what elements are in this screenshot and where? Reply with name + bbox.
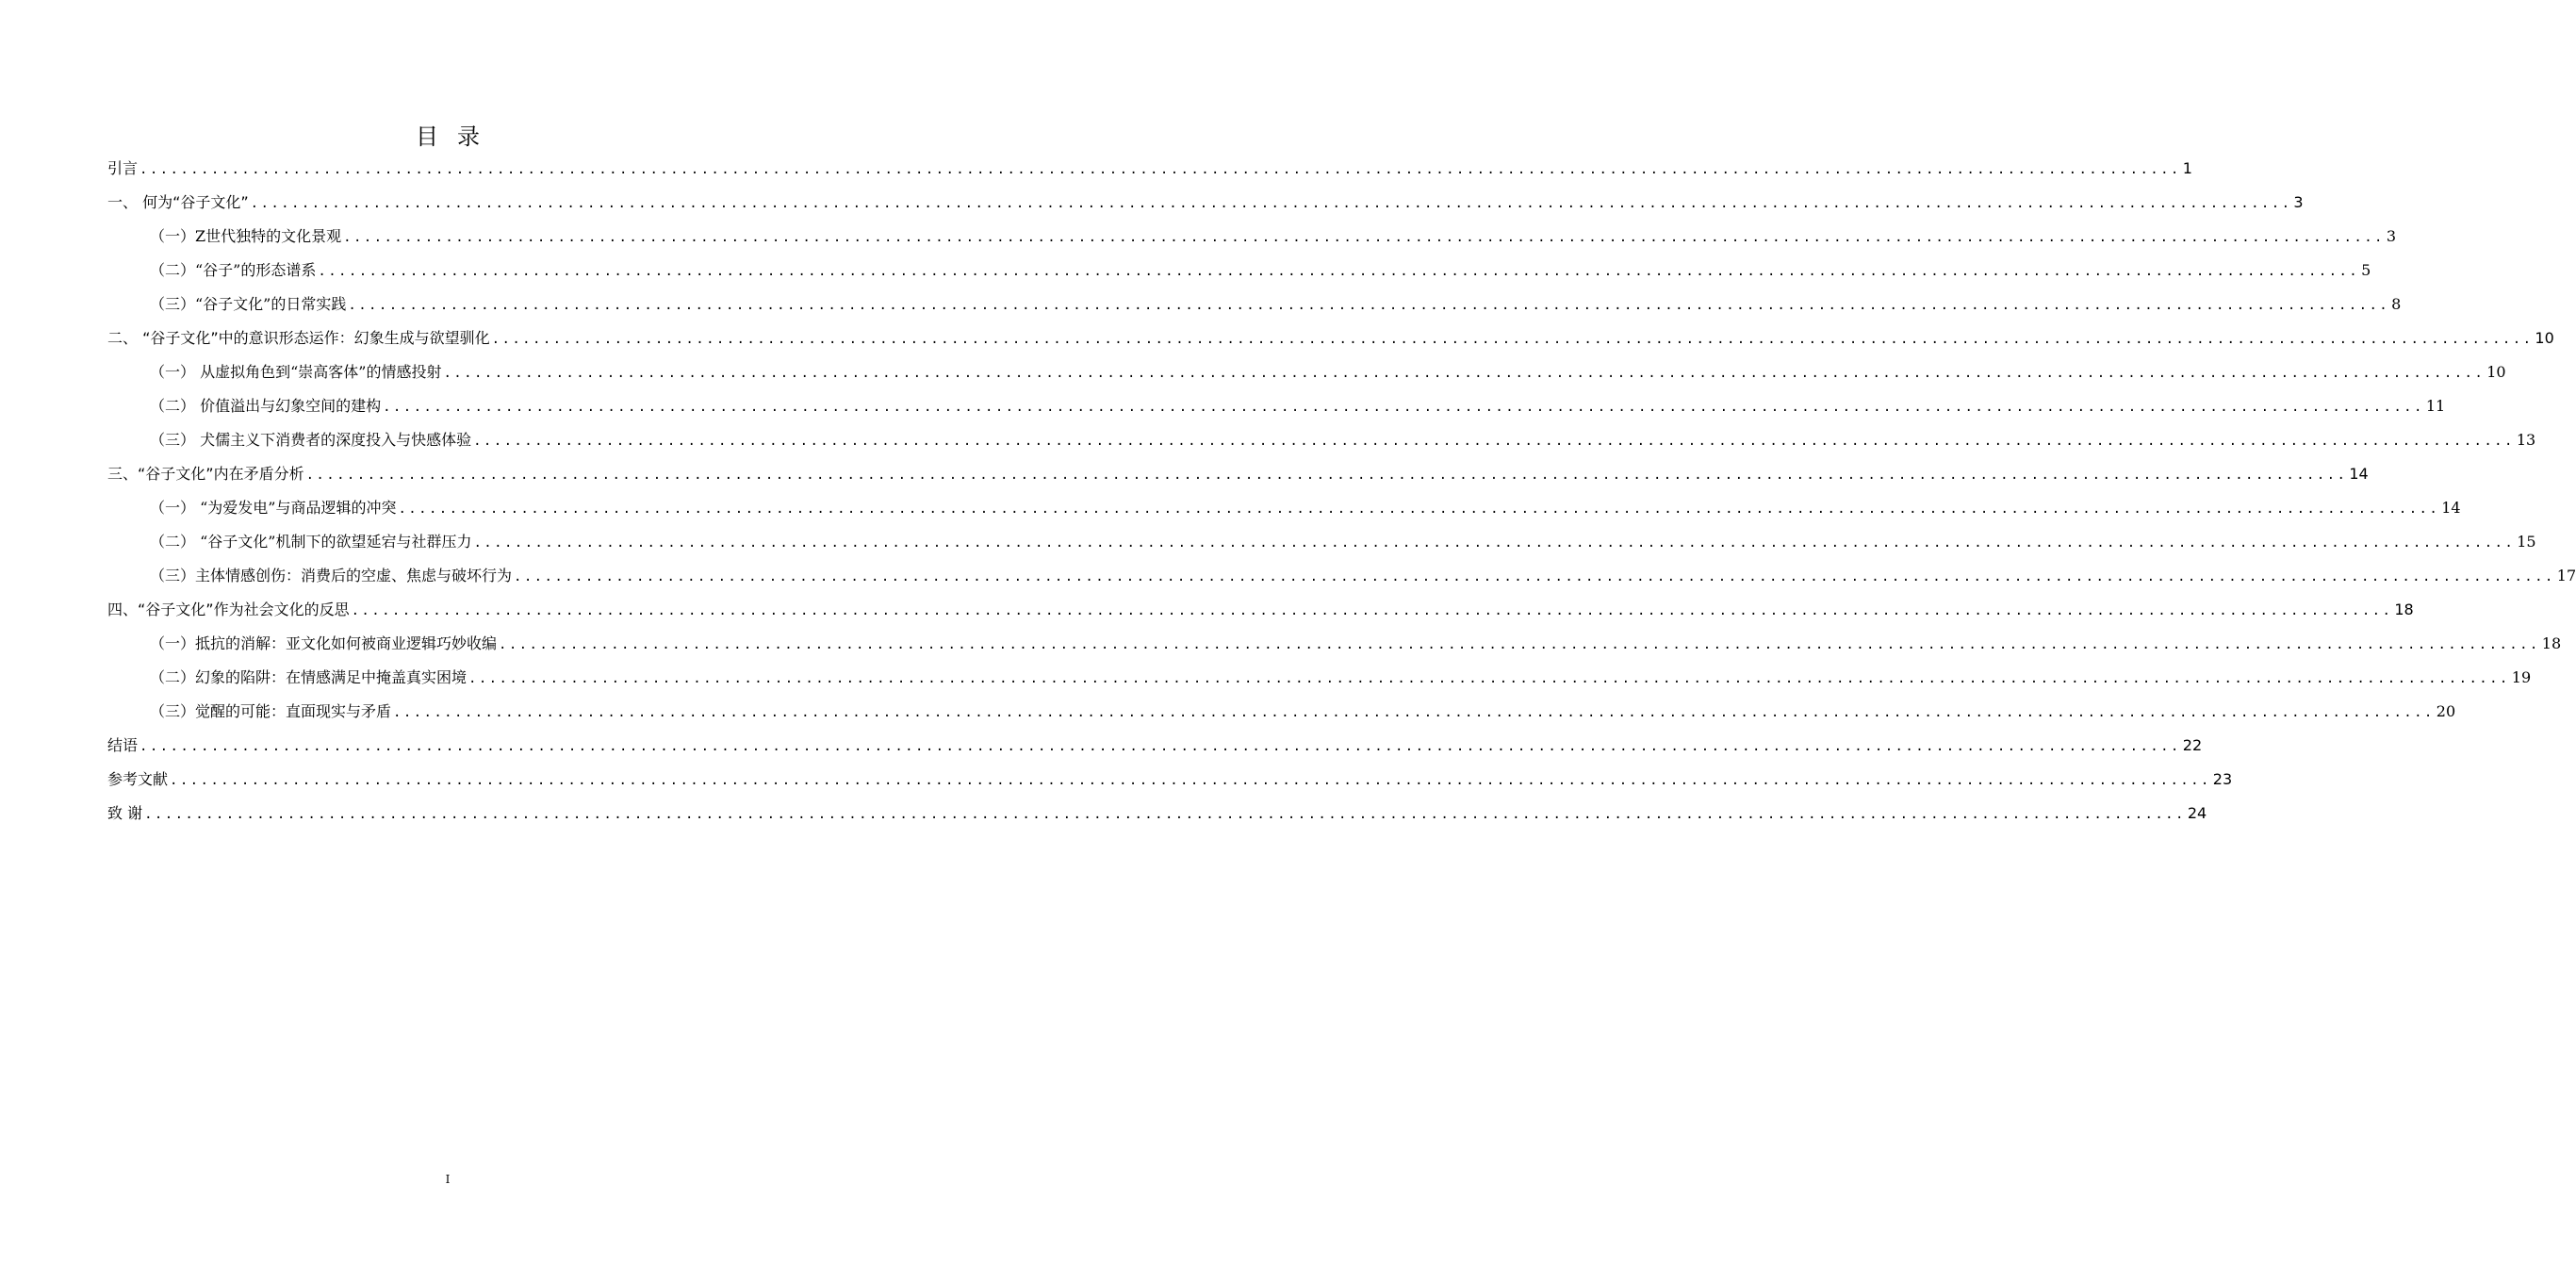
toc-entry[interactable] — [107, 594, 2414, 628]
toc-dot-leader: ........................................................................................................................................................................................................ — [139, 739, 2181, 754]
toc-entry[interactable] — [107, 696, 2456, 730]
toc-dot-leader: ........................................................................................................................................................................................................ — [250, 196, 2292, 211]
toc-entry[interactable] — [107, 628, 2562, 662]
toc-entry[interactable] — [107, 560, 2576, 594]
toc-dot-leader: ........................................................................................................................................................................................................ — [393, 705, 2435, 720]
toc-entry-label: （一） 从虚拟角色到“崇高客体”的情感投射 — [150, 363, 442, 381]
toc-entry-page-number: 5 — [2361, 261, 2371, 279]
toc-entry[interactable] — [107, 390, 2446, 424]
page-footer-number: I — [445, 1173, 451, 1186]
toc-entry-page-number: 1 — [2182, 159, 2192, 177]
toc-entry-label: 二、 “谷子文化”中的意识形态运作：幻象生成与欲望驯化 — [107, 329, 490, 347]
toc-dot-leader: ........................................................................................................................................................................................................ — [514, 569, 2555, 584]
toc-entry-label: （三）主体情感创伤：消费后的空虚、焦虑与破坏行为 — [150, 567, 513, 584]
toc-dot-leader: ........................................................................................................................................................................................................ — [351, 603, 2393, 618]
toc-entry-page-number: 20 — [2436, 702, 2456, 720]
toc-entry[interactable] — [107, 288, 2402, 322]
toc-list — [107, 153, 2576, 831]
toc-dot-leader: ........................................................................................................................................................................................................ — [443, 366, 2486, 381]
toc-entry-label: 三、“谷子文化”内在矛盾分析 — [107, 465, 304, 483]
toc-entry[interactable] — [107, 764, 2233, 798]
toc-entry-page-number: 19 — [2511, 668, 2532, 686]
toc-entry[interactable] — [107, 153, 2192, 187]
toc-dot-leader: ........................................................................................................................................................................................................ — [473, 535, 2516, 551]
toc-dot-leader: ........................................................................................................................................................................................................ — [383, 400, 2424, 415]
toc-entry-page-number: 15 — [2517, 533, 2536, 551]
toc-entry-page-number: 17 — [2556, 567, 2576, 584]
toc-entry[interactable] — [107, 255, 2371, 288]
toc-dot-leader: ........................................................................................................................................................................................................ — [348, 298, 2390, 313]
toc-entry-page-number: 8 — [2391, 295, 2402, 313]
toc-entry[interactable] — [107, 356, 2506, 390]
toc-entry-page-number: 3 — [2386, 227, 2397, 245]
toc-dot-leader: ........................................................................................................................................................................................................ — [499, 637, 2540, 652]
toc-entry-page-number: 10 — [2535, 329, 2554, 347]
toc-entry-page-number: 18 — [2394, 601, 2414, 618]
toc-entry-label: 四、“谷子文化”作为社会文化的反思 — [107, 601, 350, 618]
toc-entry[interactable] — [107, 662, 2532, 696]
toc-entry-page-number: 18 — [2541, 634, 2562, 652]
toc-entry[interactable] — [107, 798, 2207, 831]
toc-entry-page-number: 14 — [2349, 465, 2369, 483]
toc-dot-leader: ........................................................................................................................................................................................................ — [144, 807, 2186, 822]
toc-entry-label: （一）抵抗的消解：亚文化如何被商业逻辑巧妙收编 — [150, 634, 498, 652]
toc-entry-page-number: 24 — [2187, 804, 2207, 822]
toc-entry-page-number: 11 — [2425, 397, 2446, 415]
toc-title: 目录 — [416, 123, 499, 150]
toc-entry-label: （一） “为爱发电”与商品逻辑的冲突 — [150, 499, 397, 517]
toc-entry-label: 一、 何为“谷子文化” — [107, 193, 249, 211]
toc-entry[interactable] — [107, 187, 2304, 221]
toc-entry[interactable] — [107, 322, 2554, 356]
toc-entry-label: （三）觉醒的可能：直面现实与矛盾 — [150, 702, 392, 720]
toc-entry-label: 引言 — [107, 159, 139, 177]
toc-entry-page-number: 22 — [2182, 736, 2203, 754]
toc-entry-label: （三）“谷子文化”的日常实践 — [150, 295, 347, 313]
toc-dot-leader: ........................................................................................................................................................................................................ — [318, 264, 2360, 279]
toc-dot-leader: ........................................................................................................................................................................................................ — [139, 162, 2181, 177]
toc-entry-label: （一）Z世代独特的文化景观 — [150, 227, 342, 245]
toc-entry-page-number: 14 — [2441, 499, 2461, 517]
toc-entry-label: （二）“谷子”的形态谱系 — [150, 261, 317, 279]
toc-dot-leader: ........................................................................................................................................................................................................ — [468, 671, 2510, 686]
toc-entry[interactable] — [107, 730, 2203, 764]
toc-entry-label: 致 谢 — [107, 804, 143, 822]
toc-entry-page-number: 10 — [2486, 363, 2506, 381]
toc-entry-page-number: 13 — [2516, 431, 2536, 449]
toc-dot-leader: ........................................................................................................................................................................................................ — [343, 230, 2385, 245]
toc-entry-label: （二） 价值溢出与幻象空间的建构 — [150, 397, 382, 415]
toc-dot-leader: ........................................................................................................................................................................................................ — [398, 502, 2440, 517]
toc-entry[interactable] — [107, 424, 2536, 458]
toc-entry-page-number: 23 — [2212, 770, 2233, 788]
toc-entry-label: （三） 犬儒主义下消费者的深度投入与快感体验 — [150, 431, 472, 449]
toc-entry-label: （二） “谷子文化”机制下的欲望延宕与社群压力 — [150, 533, 472, 551]
toc-entry-label: （二）幻象的陷阱：在情感满足中掩盖真实困境 — [150, 668, 468, 686]
toc-dot-leader: ........................................................................................................................................................................................................ — [473, 434, 2515, 449]
toc-entry[interactable] — [107, 492, 2461, 526]
toc-entry-page-number: 3 — [2293, 193, 2304, 211]
toc-entry[interactable] — [107, 221, 2397, 255]
toc-dot-leader: ........................................................................................................................................................................................................ — [305, 468, 2348, 483]
toc-entry-label: 参考文献 — [107, 770, 169, 788]
toc-entry[interactable] — [107, 526, 2536, 560]
toc-dot-leader: ........................................................................................................................................................................................................ — [491, 332, 2534, 347]
toc-entry[interactable] — [107, 458, 2369, 492]
toc-entry-label: 结语 — [107, 736, 139, 754]
toc-dot-leader: ........................................................................................................................................................................................................ — [170, 773, 2211, 788]
